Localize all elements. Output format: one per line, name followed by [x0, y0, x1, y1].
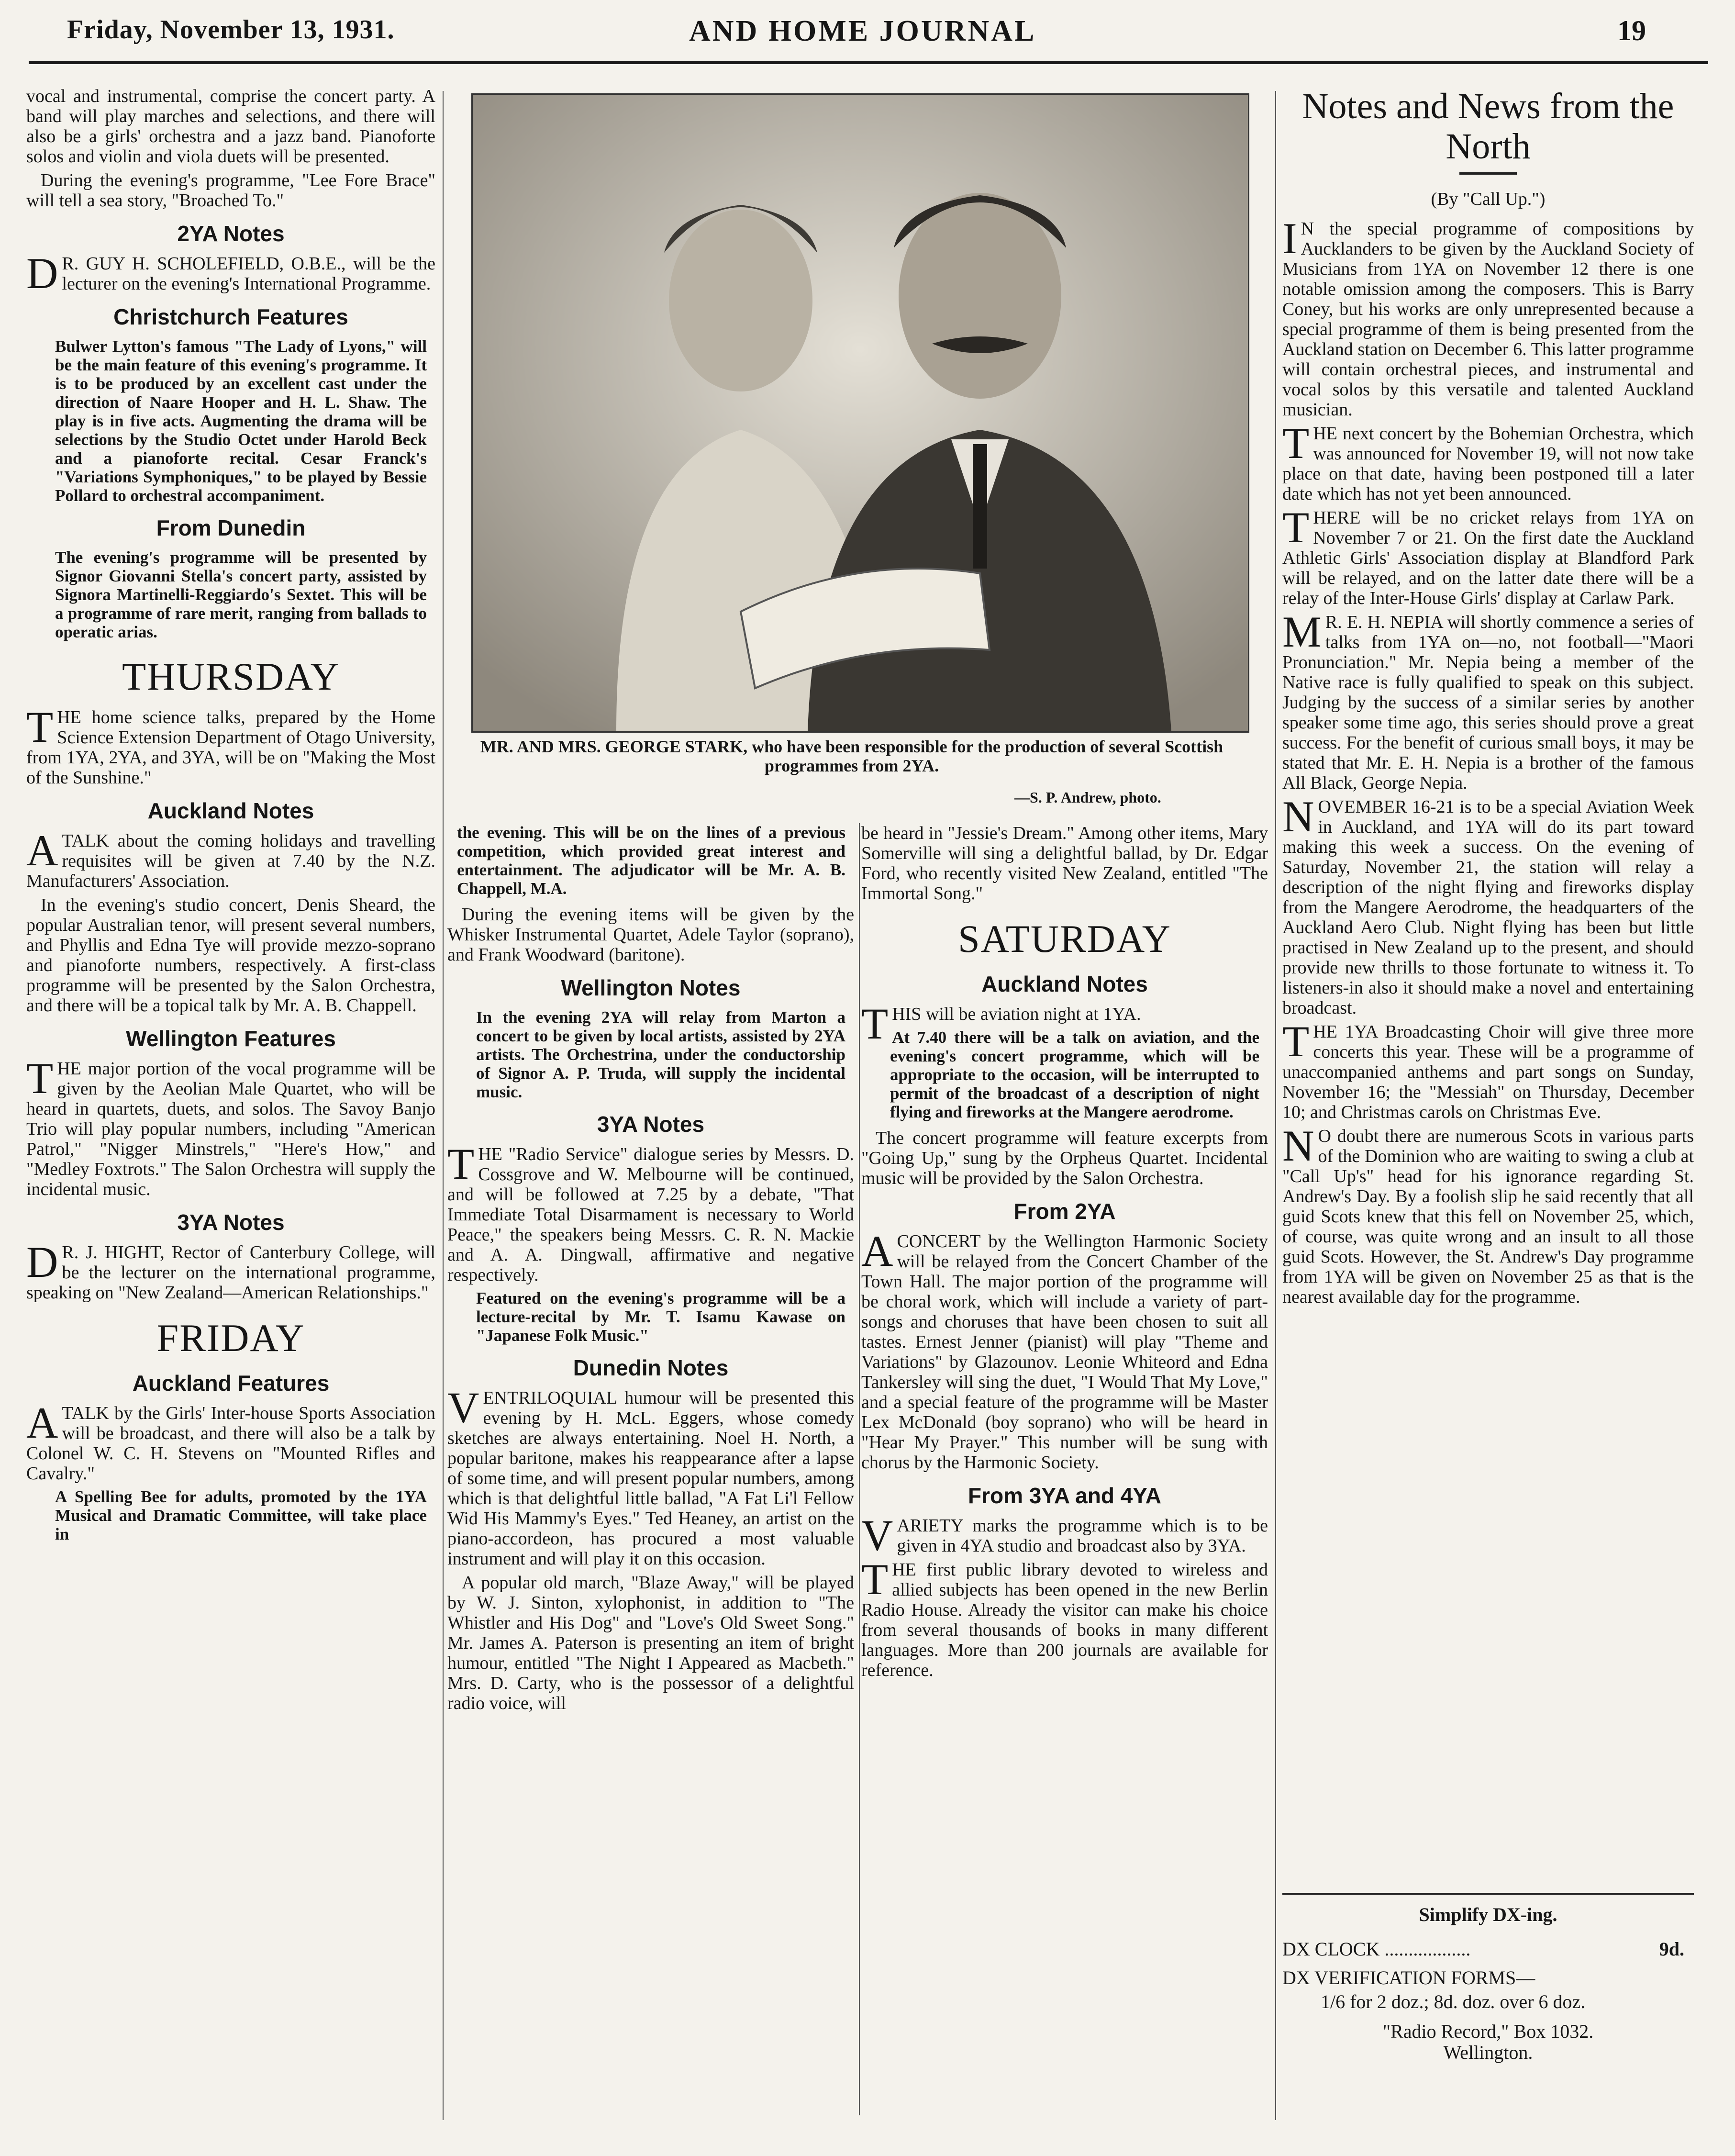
article-paragraph: At 7.40 there will be a talk on aviation, and the evening's concert programme, which will be appropriate to the occasion, will be interrupted to permit of the broadcast of a description of night flying and fireworks at the Mangere aerodrome.	[890, 1028, 1259, 1121]
article-paragraph: THERE will be no cricket relays from 1YA on November 7 or 21. On the first date the Auckland Athletic Girls' Association display at Blandford Park will be relayed, and on the latter date there will be a relay of the Inter-House Girls' display at Carlaw Park.	[1282, 503, 1694, 608]
article-paragraph: NOVEMBER 16-21 is to be a special Aviation Week in Auckland, and 1YA will do its part toward making this week a success. On the evening of Saturday, November 21, the station will relay a description of the night flying and fireworks display from the Mangere Aerodrome, the headquarters of the Auckland Aero Club. Night flying has been but little practised in New Zealand up to the present, and should provide new thrills to those fortunate to witness it. To listeners-in also it should make a novel and entertaining broadcast.	[1282, 792, 1694, 1018]
ad-line: DX VERIFICATION FORMS—	[1282, 1967, 1535, 1988]
article-paragraph: A Spelling Bee for adults, promoted by the 1YA Musical and Dramatic Committee, will take place in	[55, 1487, 427, 1543]
article-paragraph: THE first public library devoted to wireless and allied subjects has been opened in the new Berlin Radio House. Already the visitor can make his choice from several thousands of books in many different languages. More than 200 journals are available for reference.	[861, 1555, 1268, 1680]
article-paragraph: In the evening's studio concert, Denis Sheard, the popular Australian tenor, will present several numbers, and Phyllis and Edna Tye will provide mezzo-soprano and pianoforte numbers, respectively. A first-class programme will be presented by the Salon Orchestra, and there will be a topical talk by Mr. A. B. Chappell.	[26, 895, 435, 1016]
article-paragraph: The evening's programme will be presented by Signor Giovanni Stella's concert party, assisted by Signora Martinelli-Reggiardo's Sextet. This will be a programme of rare merit, ranging from ballads to operatic arias.	[55, 548, 427, 641]
article-continuation: the evening. This will be on the lines of a previous competition, which provided great interest and entertainment. The adjudicator will be Mr. A. B. Chappell, M.A.	[457, 823, 845, 898]
article-continuation: vocal and instrumental, comprise the concert party. A band will play marches and selections, and there will also be a girls' orchestra and a jazz band. Pianoforte solos and violin and viola duets will be presented.	[26, 86, 435, 167]
section-heading: From 2YA	[1013, 1199, 1116, 1224]
column-divider	[443, 91, 444, 2120]
drop-cap: I	[1282, 214, 1297, 263]
day-heading: THURSDAY	[122, 655, 340, 698]
article-paragraph: D R. J. HIGHT, Rector of Canterbury College, will be the lecturer on the international programme, speaking on "New Zealand—American Relationships."	[26, 1238, 435, 1303]
drop-cap: T	[447, 1139, 475, 1188]
drop-cap: T	[26, 1054, 54, 1103]
column-3	[861, 823, 1268, 2115]
ad-line: 1/6 for 2 doz.; 8d. doz. over 6 doz.	[1321, 1991, 1586, 2012]
drop-cap: T	[26, 703, 54, 751]
column-divider	[859, 823, 860, 2115]
column-1	[26, 86, 435, 2130]
portrait-illustration	[473, 95, 1248, 731]
article-paragraph: THE major portion of the vocal programme will be given by the Aeolian Male Quartet, who will be heard in quartets, duets, and solos. The Savoy Banjo Trio will play popular numbers, including "American Patrol," "Nigger Minstrels," "Here's How," and "Medley Foxtrots." The Salon Orchestra will supply the incidental music.	[26, 1054, 435, 1199]
drop-cap: V	[861, 1511, 893, 1560]
column-4	[1282, 86, 1694, 2125]
title-rule	[1459, 172, 1517, 175]
section-heading: Christchurch Features	[113, 304, 348, 329]
article-paragraph: THE next concert by the Bohemian Orchestra, which was announced for November 19, will not now take place on that date, having been postponed till a later date which has not yet been announced.	[1282, 419, 1694, 504]
article-paragraph: In the evening 2YA will relay from Marton a concert to be given by local artists, assisted by 2YA artists. The Orchestrina, under the conductorship of Signor A. P. Truda, will supply the incidental music.	[476, 1008, 845, 1101]
article-paragraph: A popular old march, "Blaze Away," will be played by W. J. Sinton, xylophonist, in addition to "The Whistler and His Dog" and "Love's Old Sweet Song." Mr. James A. Paterson is presenting an item of bright humour, entitled "The Night I Appeared as Macbeth." Mrs. D. Carty, who is the possessor of a delightful radio voice, will	[447, 1573, 854, 1713]
ad-address: "Radio Record," Box 1032.	[1382, 2021, 1594, 2042]
section-heading: 3YA Notes	[177, 1210, 285, 1235]
section-heading: Auckland Features	[132, 1371, 330, 1396]
photo-credit: —S. P. Andrew, photo.	[1014, 789, 1161, 806]
article-paragraph: D R. GUY H. SCHOLEFIELD, O.B.E., will be the lecturer on the evening's International Programme.	[26, 249, 435, 298]
drop-cap: D	[26, 1238, 58, 1286]
article-paragraph: VENTRILOQUIAL humour will be presented this evening by H. McL. Eggers, whose comedy sketches are always entertaining. Noel H. North, a popular baritone, makes his reappearance after a lapse of some time, and will present popular numbers, among which is that delightful little ballad, "A Fat Li'l Fellow Wid His Mammy's Eyes." Ted Heaney, an artist on the piano-accordeon, has procured a most valuable instrument and will play it on this occasion.	[447, 1383, 854, 1569]
ad-city: Wellington.	[1443, 2042, 1533, 2063]
article-paragraph: ATALK by the Girls' Inter-house Sports Association will be broadcast, and there will also be a talk by Colonel W. C. H. Stevens on "Mounted Rifles and Cavalry."	[26, 1398, 435, 1484]
ad-price: 9d.	[1659, 1938, 1684, 1960]
drop-cap: A	[861, 1227, 893, 1275]
section-heading: From 3YA and 4YA	[968, 1483, 1161, 1508]
section-heading: Auckland Notes	[147, 798, 314, 823]
header-date: Friday, November 13, 1931.	[67, 15, 395, 45]
article-paragraph: THE 1YA Broadcasting Choir will give three more concerts this year. These will be a programme of unaccompanied anthems and part songs on Sunday, November 16; the "Messiah" on Thursday, December 10; and Christmas carols on Christmas Eve.	[1282, 1017, 1694, 1122]
article-paragraph: During the evening's programme, "Lee Fore Brace" will tell a sea story, "Broached To."	[26, 170, 435, 211]
section-heading: Wellington Notes	[561, 975, 741, 1000]
section-heading: Dunedin Notes	[573, 1355, 729, 1380]
drop-cap: T	[861, 1555, 889, 1604]
header-rule	[29, 61, 1708, 64]
article-paragraph: N O doubt there are numerous Scots in various parts of the Dominion who are waiting to swing a club at "Call Up's" head for his ignorance regarding St. Andrew's Day. By a foolish slip he said recently that all guid Scots knew that this fell on November 25, which, of course, was quite wrong and an insult to all those guid Scots. However, the St. Andrew's Day programme from 1YA will be given on November 25 as that is the nearest available day for the programme.	[1282, 1121, 1694, 1307]
article-paragraph: VARIETY marks the programme which is to be given in 4YA studio and broadcast also by 3YA.	[861, 1511, 1268, 1560]
article-paragraph: THE home science talks, prepared by the Home Science Extension Department of Otago University, from 1YA, 2YA, and 3YA, will be on "Making the Most of the Sunshine."	[26, 703, 435, 788]
article-paragraph: Bulwer Lytton's famous "The Lady of Lyons," will be the main feature of this evening's programme. It is to be produced by an excellent cast under the direction of Naare Hooper and H. L. Shaw. The play is in five acts. Augmenting the drama will be selections by the Studio Octet under Harold Beck and a pianoforte recital. Cesar Franck's "Variations Symphoniques," to be played by Bessie Pollard to orchestral accompaniment.	[55, 337, 427, 505]
section-heading: Auckland Notes	[981, 972, 1148, 996]
column-divider	[1275, 91, 1276, 2120]
byline: (By "Call Up.")	[1431, 189, 1546, 209]
article-paragraph: THE "Radio Service" dialogue series by Messrs. D. Cossgrove and W. Melbourne will be continued, and will be followed at 7.25 by a debate, "That Immediate Total Disarmament is necessary to World Peace," the speakers being Messrs. C. R. N. Mackie and A. A. Dingwall, affirmative and negative respectively.	[447, 1139, 854, 1285]
page-number: 19	[1617, 15, 1646, 46]
drop-cap: T	[861, 999, 889, 1048]
article-continuation: be heard in "Jessie's Dream." Among other items, Mary Somerville will sing a delightful ballad, by Dr. Edgar Ford, who recently visited New Zealand, entitled "The Immortal Song."	[861, 823, 1268, 904]
drop-cap: A	[26, 826, 58, 875]
article-paragraph: ACONCERT by the Wellington Harmonic Society will be relayed from the Concert Chamber of the Town Hall. The major portion of the programme will be choral work, which will include a variety of part-songs and choruses that have been chosen to suit all tastes. Ernest Jenner (pianist) will play "Theme and Variations" by Glazounov. Leonie Whiteord and Edna Tankersley will sing the duet, "I Would That My Love," and a special feature of the programme will be Master Lex McDonald (boy soprano) who will be heard in "Hear My Prayer." This number will be sung with chorus by the Harmonic Society.	[861, 1227, 1268, 1473]
drop-cap: D	[26, 249, 58, 298]
drop-cap: T	[1282, 503, 1310, 552]
drop-cap: A	[26, 1398, 58, 1447]
day-heading: SATURDAY	[958, 917, 1171, 961]
drop-cap: T	[1282, 1017, 1310, 1066]
section-heading: From Dunedin	[156, 515, 306, 540]
article-paragraph: Featured on the evening's programme will be a lecture-recital by Mr. T. Isamu Kawase on "Japanese Folk Music."	[476, 1289, 845, 1345]
article-paragraph: M R. E. H. NEPIA will shortly commence a series of talks from 1YA on—no, not football—"Maori Pronunciation." Mr. Nepia being a member of the Native race is fully qualified to speak on this subject. Judging by the success of a similar series by another speaker some time ago, this series should prove a great success. For the benefit of curious small boys, it may be stated that Mr. E. H. Nepia is a brother of the famous All Black, George Nepia.	[1282, 607, 1694, 793]
section-heading: 3YA Notes	[597, 1112, 705, 1137]
article-paragraph: ATALK about the coming holidays and travelling requisites will be given at 7.40 by the N.Z. Manufacturers' Association.	[26, 826, 435, 891]
article-paragraph: I N the special programme of compositions by Aucklanders to be given by the Auckland Society of Musicians from 1YA on November 12 there is one notable omission among the composers. This is Barry Coney, but his works are only unrepresented because a special programme of them is being presented from the Auckland station on December 6. This latter programme will contain orchestral pieces, and instrumental and vocal solos by this versatile and talented Auckland musician.	[1282, 214, 1694, 420]
day-heading: FRIDAY	[156, 1316, 305, 1360]
section-heading: Wellington Features	[126, 1026, 336, 1051]
drop-cap: T	[1282, 419, 1310, 468]
portrait-photo	[471, 93, 1249, 733]
article-paragraph: During the evening items will be given by the Whisker Instrumental Quartet, Adele Taylor (soprano), and Frank Woodward (baritone).	[447, 905, 854, 965]
drop-cap: V	[447, 1383, 479, 1432]
drop-cap: N	[1282, 792, 1314, 841]
ad-line: DX CLOCK .................. 9d.	[1282, 1938, 1684, 1960]
article-paragraph: THIS will be aviation night at 1YA.	[861, 999, 1141, 1048]
ad-heading: Simplify DX-ing.	[1419, 1904, 1557, 1925]
drop-cap: M	[1282, 607, 1322, 656]
header-title: AND HOME JOURNAL	[689, 15, 1036, 47]
section-heading: 2YA Notes	[177, 221, 285, 246]
photo-caption: MR. AND MRS. GEORGE STARK, who have been responsible for the production of several Scottish programmes from 2YA.	[480, 737, 1223, 775]
advertisement	[1282, 1893, 1694, 2072]
article-title: Notes and News from the North	[1302, 86, 1674, 167]
article-paragraph: The concert programme will feature excerpts from "Going Up," sung by the Orpheus Quartet. Incidental music will be provided by the Salon Orchestra.	[861, 1128, 1268, 1188]
column-2	[447, 823, 854, 2115]
drop-cap: N	[1282, 1121, 1314, 1170]
